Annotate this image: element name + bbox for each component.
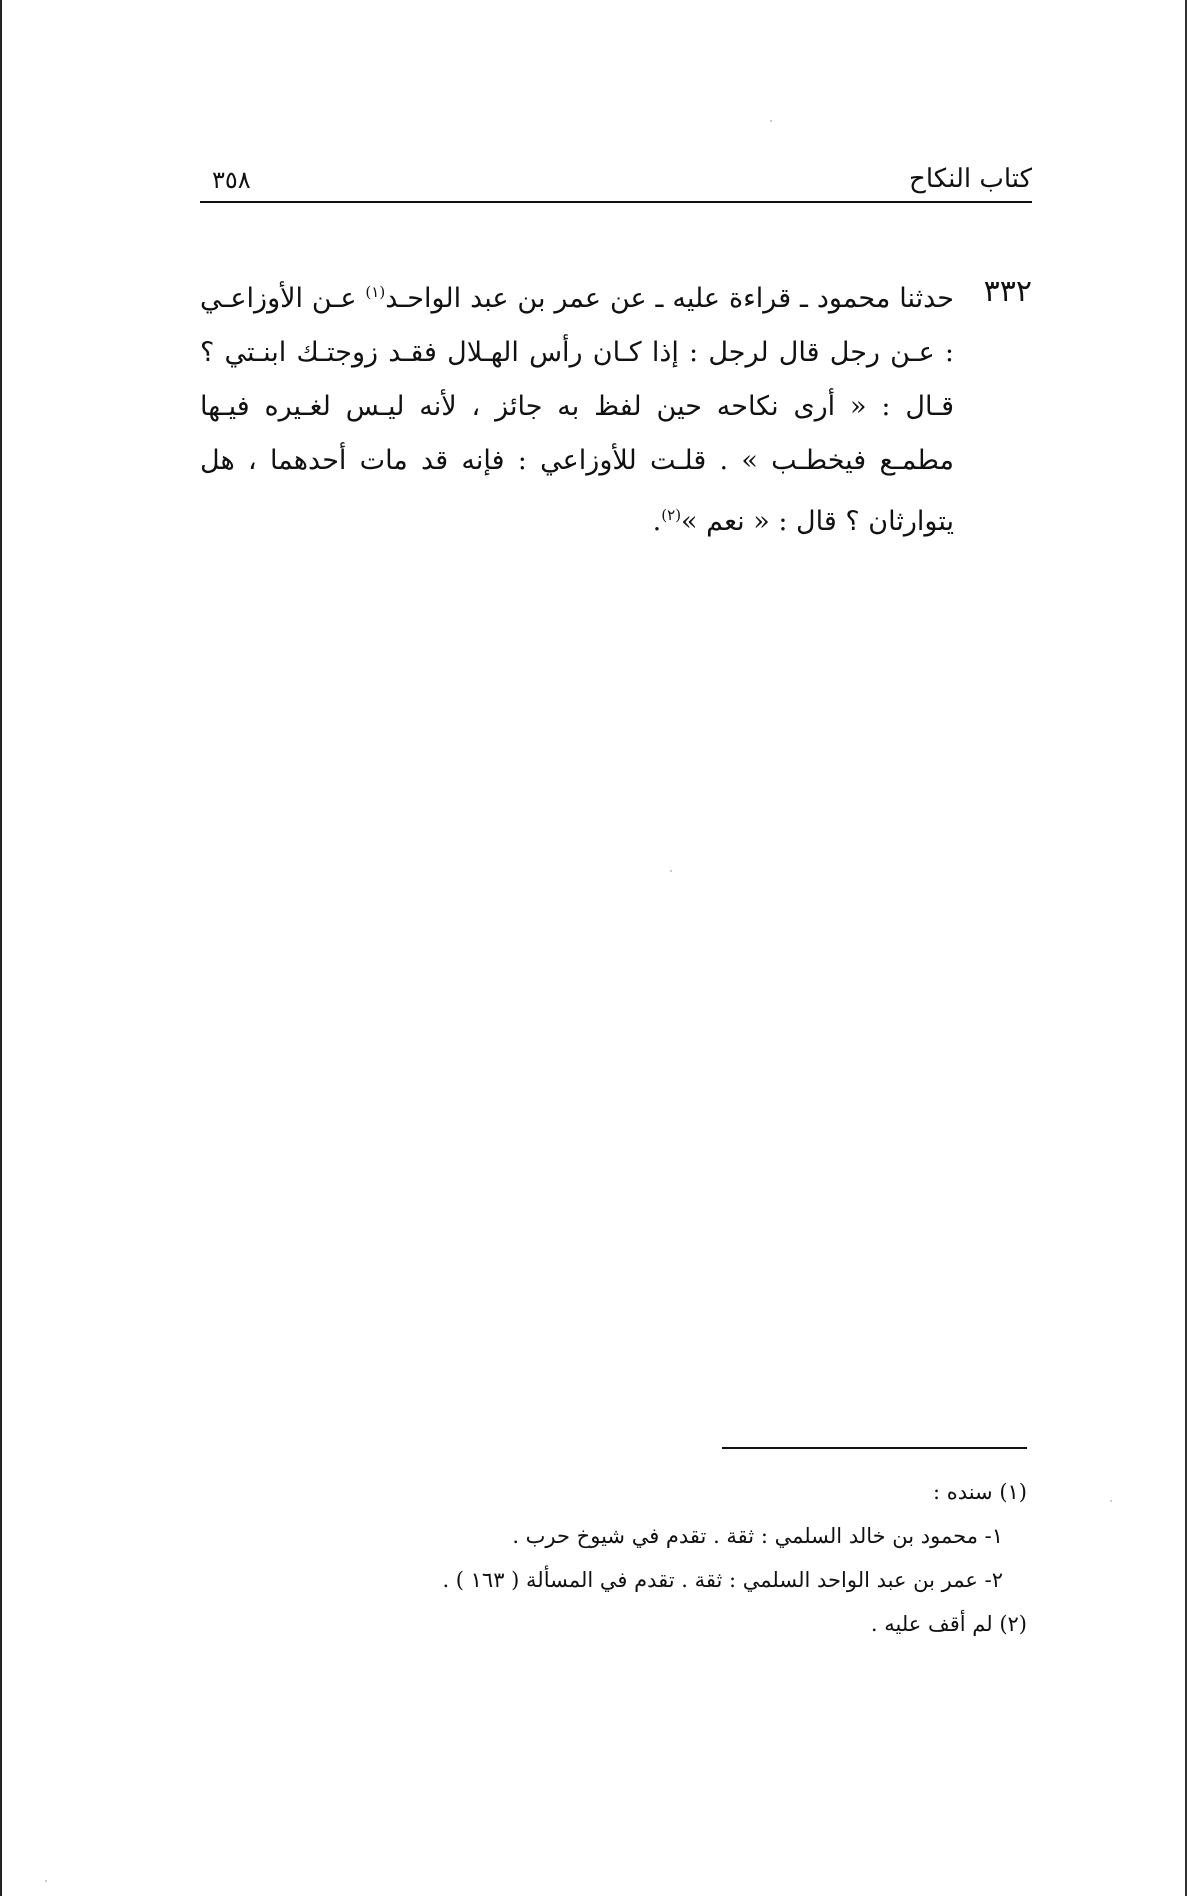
scan-speck xyxy=(770,120,772,122)
footnote-1-label: (١) سنده : xyxy=(932,1480,1027,1504)
footnote-1-item-1: ١- محمود بن خالد السلمي : ثقة . تقدم في شيوخ حرب . xyxy=(512,1524,1003,1548)
page-number: ٣٥٨ xyxy=(212,166,251,194)
footnote-ref-2: (٢) xyxy=(661,506,682,524)
footnote-2: (٢) لم أقف عليه . xyxy=(870,1612,1027,1636)
footnote-ref-1: (١) xyxy=(365,283,386,301)
footnote-rule xyxy=(722,1447,1027,1449)
page-header xyxy=(200,160,1032,204)
footnotes xyxy=(387,1470,1027,1646)
hadith-text-end: . xyxy=(652,506,662,537)
hadith-text xyxy=(200,265,954,549)
hadith-text-part2: عـن الأوزاعـي : عـن رجل قال لرجل : إذا كـان رأس الهـلال فقـد زوجتـك ابنـتي ؟ قـال : « أرى نكاحه حين لفظ به جائز ، لأنه ليـس لغـيره فيـها مطمـع فيخطـب » . قلـت للأوزاعي : فإنه قد مات أحدهما ، هل يتوارثان ؟ قال : « نعم » xyxy=(200,283,954,537)
scan-speck xyxy=(670,870,672,872)
header-rule xyxy=(200,201,1032,203)
hadith-block xyxy=(200,265,1032,549)
footnote-1-item-2: ٢- عمر بن عبد الواحد السلمي : ثقة . تقدم في المسألة ( ١٦٣ ) . xyxy=(442,1568,1003,1592)
chapter-title: كتاب النكاح xyxy=(909,164,1032,194)
scan-speck xyxy=(1110,1500,1112,1502)
hadith-number: ٣٣٢ xyxy=(983,274,1032,309)
scan-speck xyxy=(45,1880,47,1882)
hadith-text-part1: حدثنا محمود ـ قراءة عليه ـ عن عمر بن عبد الواحـد xyxy=(385,283,954,314)
